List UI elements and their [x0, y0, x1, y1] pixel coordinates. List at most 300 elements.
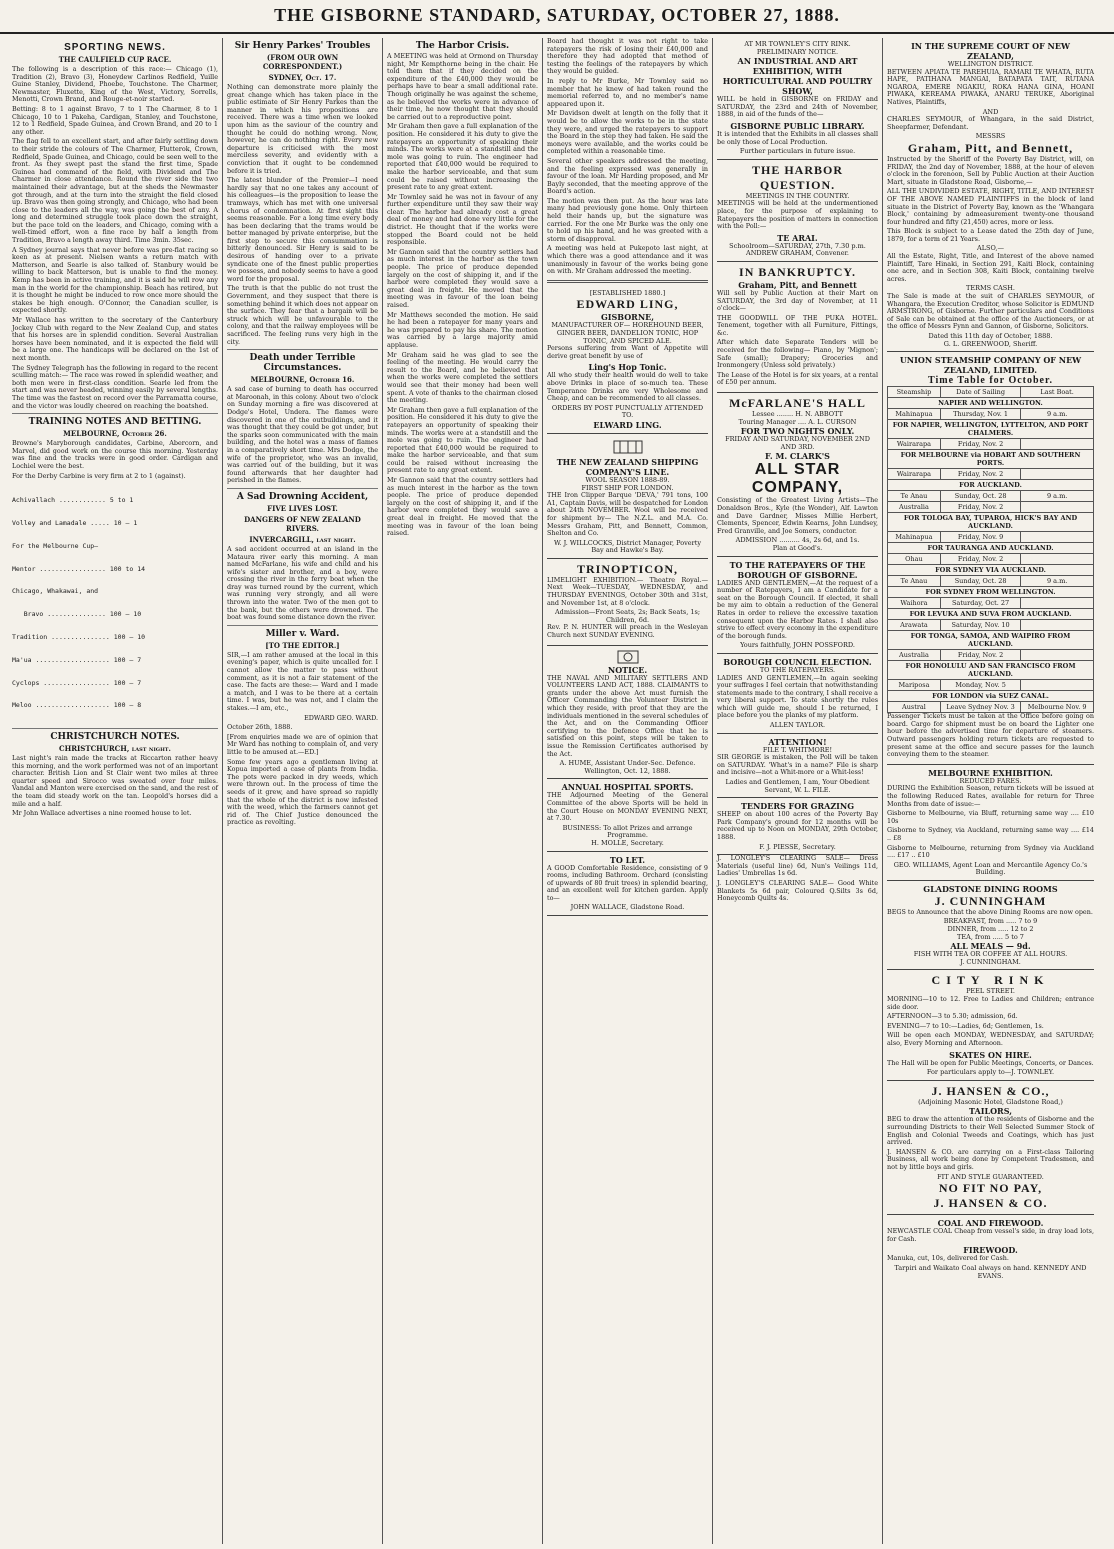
para-4: The Sydney Telegraph has the following in regard to the recent sculling match:— The race was rowed in splendid weather, and both men were in first-class condition. Searle led from the start and was never headed, winning easily by several lengths. The time was the fastest on record over the Parramatta course, and the victor was loudly cheered on reaching the boatshed.	[12, 363, 218, 410]
supreme-court-ad	[887, 38, 1094, 352]
sports-text: THE Adjourned Meeting of the General Committee of the above Sports will be held in the Court House on MONDAY EVENING NEXT, at 7.30.	[547, 791, 708, 823]
notice-text: THE NAVAL AND MILITARY SETTLERS AND VOLUNTEERS LAND ACT, 1888. CLAIMANTS to grants under the above Act must furnish the Officer Commanding the Volunteer District in which they reside, with proof that they are the individuals mentioned in the several schedules of the Act, and on the Commanding Officer certifying to the Defence Office that he is satisfied on this point, steps will be taken to issue the Remission Certificates authorised by the Act.	[547, 673, 708, 758]
election-ad	[717, 654, 878, 734]
table-cell: Arawata	[888, 620, 941, 631]
th-boat: Last Boat.	[1021, 387, 1094, 398]
table-cell	[1021, 554, 1094, 565]
usc-name: UNION STEAMSHIP COMPANY OF NEW ZEALAND, LIMITED.	[899, 355, 1082, 376]
route-heading: FOR SYDNEY FROM WELLINGTON.	[888, 587, 1094, 598]
table-cell: Melbourne Nov. 9	[1021, 702, 1094, 713]
gd-name: J. CUNNINGHAM	[934, 893, 1047, 908]
hansen-ad	[887, 1081, 1094, 1215]
newspaper-columns	[8, 38, 1108, 1544]
training-text: Browne's Maryborough candidates, Carbine, Abercorn, and Marvel, did good work on the course this morning. Yesterday was fine and the tracks were in good order. Cardigan and Lochiel were the best.	[12, 439, 218, 470]
th-date: Date of Sailing	[940, 387, 1020, 398]
route-heading: FOR NAPIER, WELLINGTON, LYTTELTON, AND PORT CHALMERS.	[888, 420, 1094, 439]
messrs: MESSRS	[975, 132, 1006, 141]
let-title: TO LET.	[609, 854, 646, 865]
sale-text: The Sale is made at the suit of CHARLES SEYMOUR, of Whangara, the Execution Creditor, whose Solicitor is EDMUND ARMSTRONG, of Gisborne. Further particulars and Conditions of Sale can be obtained at the office of the Auctioneers, or at the office of Messrs Fynn and Gannon, of Gisborne, Solicitors.	[887, 292, 1094, 331]
edward-est: [ESTABLISHED 1880.]	[589, 288, 666, 297]
edward-more: All who study their health would do well to take above Drinks in place of so-much tea. These Temperance Drinks are very Wholesome and Cheap, and can be recommended to all classes.	[547, 371, 708, 403]
table-row	[888, 702, 1094, 713]
melb-title: MELBOURNE EXHIBITION.	[928, 767, 1053, 778]
mcf-co: F. M. CLARK'S	[765, 451, 830, 462]
para-3: Mr Wallace has written to the secretary of the Canterbury Jockey Club with regard to the New Zealand Cup, and states that his horses are in splendid condition. Several Australian horses have been nominated, and it is expected the field will be a large one. The handicaps will be declared on the 1st of next month.	[12, 316, 218, 362]
cup-intro: The following is a description of this race:— Chicago (1), Tradition (2), Bravo (3), Honeydew Carlinos Redfield, Yuille Guine Stanley, Dividend, Phoebe, Touchstone. The Charmer, Newmaster, Fluxette, King of the West, Victory, Sorrells, Menotti, Crown Brand, and Rouge-et-noir started.	[12, 65, 218, 104]
ship-icon	[610, 439, 646, 455]
cup-report: The flag fell to an excellent start, and after fairly settling down to their stride the colours of The Charmer, Flutterok, Crown, Redfield, Spade Guinea, and Chicago, could be seen well to the front. As they swept past the stand the first time, Spade Guinea had command of the field, with Dividend and The Charmer in close attendance. Round the river side the two maintained their advantage, but at the sheds the Newmaster got through, and at the turn into the straight the field closed up. Bravo was then going strongly, and Chicago, who had been close to the leaders all the way, was going the best of any. A long and determined struggle took place down the straight, but the pace told on the leaders, and Chicago, coming with a well-timed effort, won a fine race by half a length from Tradition, Bravo a length away third. Time 3min. 35sec.	[12, 137, 218, 245]
trin-rev: Rev. P. N. HUNTER will preach in the Wesleyan Church next SUNDAY EVENING.	[547, 623, 708, 640]
table-cell: 9 a.m.	[1021, 491, 1094, 502]
usc-timetable-title: Time Table for October.	[927, 375, 1054, 387]
bet-line: Ma'ua ................... 100 — 7	[12, 655, 142, 664]
trin-title: TRINOPTICON,	[576, 561, 678, 576]
union-steamship-ad	[887, 352, 1094, 765]
column-2	[223, 38, 383, 1544]
route-heading: FOR LONDON via SUEZ CANAL.	[888, 691, 1094, 702]
harbor-q-text: MEETINGS will be held at the undermentioned place, for the purpose of explaining to Ratepayers the position of matters in connection with the Poll:—	[717, 199, 878, 231]
rink-aft: AFTERNOON—3 to 5.30; admission, 6d.	[887, 1012, 1018, 1021]
attention-ad	[717, 734, 878, 799]
mcf-nights: FOR TWO NIGHTS ONLY.	[740, 426, 855, 437]
harbor-text-6: Mr Graham said he was glad to see the feeling of the meeting. He would carry the result to the Board, and he believed that when the works were completed the settlers would see that their money had been well spent. A vote of thanks to the chairman closed the meeting.	[387, 350, 538, 405]
trinopticon-ad	[547, 559, 708, 646]
prelim-notice: PRELIMINARY NOTICE.	[756, 47, 839, 56]
edward-tonic: Ling's Hop Tonic.	[588, 362, 667, 373]
table-cell: 9 a.m.	[1021, 576, 1094, 587]
bankruptcy-ad	[717, 262, 878, 393]
miller-date: October 26th, 1888.	[227, 723, 293, 732]
harbor-text-3: Mr Townley said he was not in favour of any further expenditure until they saw their way clear. The harbor had already cost a great deal of money and had done very little for the district. He thought that if the works were stopped the Board could not be held responsible.	[387, 192, 538, 247]
court-dist: WELLINGTON DISTRICT.	[947, 60, 1034, 68]
mcf-lessee: Lessee ........ H. N. ABBOTT	[752, 410, 843, 419]
towley-ad: AT MR TOWNLEY'S CITY RINK.	[744, 40, 851, 48]
table-cell: Wairarapa	[888, 469, 941, 480]
mcf-star: ALL STAR COMPANY,	[751, 461, 844, 497]
sports-sign: H. MOLLE, Secretary.	[591, 838, 664, 847]
terms: TERMS CASH.	[965, 284, 1015, 293]
rink-note: Will be open each MONDAY, WEDNESDAY, and SATURDAY; also, Every Morning and Afternoon.	[887, 1031, 1094, 1047]
estate-text: ALL THE UNDIVIDED ESTATE, RIGHT, TITLE, AND INTEREST OF THE ABOVE NAMED PLAINTIFFS in the block of land situate in the District of Poverty Bay, known as the 'Whangara Block,' containing by admeasurement twenty-one thousand four hundred and fifty (21,450) acres, more or less.	[887, 187, 1094, 226]
col1-footer: Mr John Wallace advertises a nine roomed house to let.	[12, 809, 192, 818]
table-cell: Friday, Nov. 2	[940, 469, 1020, 480]
chch-dateline: CHRISTCHURCH, last night.	[59, 744, 171, 754]
bet-list	[12, 482, 218, 725]
table-row	[888, 398, 1094, 409]
divider	[12, 728, 218, 729]
harbor-text-1-cont: Mr Graham then gave a full explanation of the position. He considered it his duty to give the ratepayers an opportunity of speaking their minds. The works were at a standstill and the mole was going to ruin. The engineer had reported that £40,000 would be required to make the harbor serviceable, and that sum could be raised without increasing the present rate to any great extent.	[387, 405, 538, 475]
col4-text-5: The motion was then put. As the hour was late many had previously gone home. Only thirteen held their hands up, but the signature was carried. For the one Mr Burke was the only one to hold up his hand, and he was greeted with a storm of disapproval.	[547, 196, 708, 243]
route-heading: FOR MELBOURNE via HOBART AND SOUTHERN PORTS.	[888, 450, 1094, 469]
column-5	[713, 38, 883, 1544]
table-row	[888, 480, 1094, 491]
jh-title: J. HANSEN & CO.,	[931, 1083, 1050, 1098]
table-row	[888, 631, 1094, 650]
court-and: AND	[982, 107, 999, 116]
rink-eve: EVENING—7 to 10:—Ladies, 6d; Gentlemen, 1s.	[887, 1021, 1044, 1030]
route-heading: FOR TAURANGA AND AUCKLAND.	[888, 543, 1094, 554]
drown-text: A sad accident occurred at an island in the Mataura river early this morning. A man named McFarlane, his wife and child and his wife's sister and brother, and a boy, were crossing the river in the ferry boat when the dray was turned round by the current, which was running very strongly, and all were thrown into the water. Two of the men got to the bank, but the others were drowned. The boat was found some distance down the river.	[227, 544, 378, 622]
elect-sign: ALLEN TAYLOR.	[769, 721, 826, 730]
column-3	[383, 38, 543, 1544]
miller-title: Miller v. Ward.	[265, 628, 340, 639]
court-def: CHARLES SEYMOUR, of Whangara, in the said District, Sheepfarmer, Defendant.	[887, 115, 1094, 131]
harbor-time: Schoolroom—SATURDAY, 27th, 7.30 p.m.	[729, 241, 866, 250]
bet-line: Meloo ................... 100 — 8	[12, 701, 142, 710]
timetable	[887, 386, 1094, 713]
attn-text: SIR GEORGE is mistaken, the Poll will be taken on SATURDAY. 'What's in a name?' File is sharp and incisive—not a Whit-more or a Whit-less!	[717, 753, 878, 777]
court-title: IN THE SUPREME COURT OF NEW ZEALAND,	[911, 41, 1070, 61]
rink-hall: The Hall will be open for Public Meetings, Concerts, or Dances.	[887, 1058, 1094, 1067]
attn-title: ATTENTION!	[768, 736, 827, 747]
table-cell: Mahinapua	[888, 409, 941, 420]
col4-text-3: Mr Davidson dwelt at length on the folly that it would be to allow the works to be in the state they were, and urged the ratepayers to support the Board in the step they had taken. He said the moneys were available, and the works could be completed within a reasonable time.	[547, 109, 708, 156]
death-title: Death under Terrible Circumstances.	[249, 353, 356, 374]
table-cell: Sunday, Oct. 28	[940, 576, 1020, 587]
betting-intro: For the Derby Carbine is very firm at 2 to 1 (against).	[12, 471, 186, 480]
route-heading: FOR SYDNEY VIA AUCKLAND.	[888, 565, 1094, 576]
court-text: BETWEEN APIATA TE PAREHUIA, RAMARI TE WHATA, RUTA HAPE, PATIHANA MANGAI, BATAPATA TAIT, RUTANA NGAROA, EMERE NGAKIU, ROKA HANA GINA, HOANI PIWAKA, KEREAMA PIWAKA, ANARU TERUKE, Aboriginal Natives, Plaintiffs,	[887, 67, 1094, 106]
route-heading: FOR TONGA, SAMOA, AND WAIPIRO FROM AUCKLAND.	[888, 631, 1094, 650]
notice-ad	[547, 646, 708, 780]
rink-skates: SKATES ON HIRE.	[949, 1049, 1032, 1060]
table-row	[888, 554, 1094, 565]
harbor-text-4: Mr Gannon said that the country settlers had as much interest in the harbor as the town people. The price of produce depended largely on the cost of shipping it, and if the harbor were completed they would save a great deal in freight. He moved that the meeting was in favour of the loan being raised.	[387, 247, 538, 309]
bank-firm: Graham, Pitt, and Bennett	[738, 279, 857, 290]
notice-title: NOTICE.	[607, 664, 648, 675]
city-rink-ad	[887, 970, 1094, 1080]
table-row	[888, 565, 1094, 576]
route-heading: NAPIER AND WELLINGTON.	[888, 398, 1094, 409]
exhibit-title: AN INDUSTRIAL AND ART EXHIBITION, WITH HORTICULTURAL AND POULTRY SHOW,	[722, 56, 873, 97]
to-let-ad	[547, 852, 708, 917]
training-dateline: MELBOURNE, October 26.	[63, 429, 167, 439]
chch-title: CHRISTCHURCH NOTES.	[50, 732, 180, 743]
table-row	[888, 420, 1094, 439]
harbor-sign: ANDREW GRAHAM, Convener.	[746, 249, 849, 258]
sale-date: Dated this 11th day of October, 1888.	[928, 332, 1053, 340]
fire-text: Manuka, cut, 10s, delivered for Cash.	[887, 1254, 1009, 1263]
sports-business: BUSINESS: To allot Prizes and arrange Programme.	[562, 823, 693, 840]
divider	[227, 625, 378, 626]
melb-fare-2: Gisborne to Sydney, via Auckland, returning same way .... £14 .. £8	[887, 826, 1094, 842]
fire-title: FIREWOOD.	[963, 1245, 1018, 1256]
table-cell	[1021, 469, 1094, 480]
ship-title: THE NEW ZEALAND SHIPPING COMPANY'S LINE.	[556, 456, 699, 477]
parkes-text-1: Nothing can demonstrate more plainly the great change which has taken place in the public estimate of Sir Henry Parkes than the manner in which his propositions are received. There was a time when we looked upon him as the saviour of the country and thought he could do nothing wrong. Now, however, he can do nothing right. Every new departure is criticised with the most merciless severity, and evidently with a conviction that it ought to be condemned before it is tried.	[227, 83, 378, 175]
table-cell: Friday, Nov. 2	[940, 502, 1020, 513]
table-row	[888, 543, 1094, 554]
table-cell	[1021, 680, 1094, 691]
table-cell: Friday, Nov. 9	[940, 532, 1020, 543]
bet-line: Volley and Lamadale ..... 10 — 1	[12, 519, 138, 528]
bet-line: For the Melbourne Cup—	[12, 541, 99, 550]
ship-ad	[547, 434, 708, 559]
attn-name: FILE T. WHITMORE!	[762, 745, 833, 754]
trin-admit: Admission—Front Seats, 2s; Back Seats, 1s; Children, 6d.	[554, 608, 701, 624]
col4-text-2: In reply to Mr Burke, Mr Townley said no member that he knew of had taken round the memorial referred to, and no member's name appeared upon it.	[547, 76, 708, 108]
let-sign: JOHN WALLACE, Gladstone Road.	[570, 903, 685, 912]
drown-title: A Sad Drowning Accident,	[236, 491, 369, 502]
fire-sign: Tarpiri and Waikato Coal always on hand. KENNEDY AND EVANS.	[894, 1263, 1087, 1280]
exhibit-more: Further particulars in future issue.	[739, 147, 856, 156]
exhibit-note: It is intended that the Exhibits in all classes shall be only those of Local Production.	[717, 129, 878, 146]
jh-trade: TAILORS,	[969, 1106, 1012, 1117]
exhibit-text: WILL be held in GISBORNE on FRIDAY and SATURDAY, the 23rd and 24th of November, 1888, in aid of the funds of the—	[717, 95, 878, 119]
gd-meal: TEA, from ..... 5 to 7	[957, 932, 1024, 941]
table-row	[888, 691, 1094, 702]
bet-line: Mentor ................. 100 to 14	[12, 564, 146, 573]
mcf-admit: ADMISSION .......... 4s, 2s 6d, and 1s.	[735, 536, 860, 545]
rink-morn: MORNING—10 to 12. Free to Ladies and Children; entrance side door.	[887, 995, 1094, 1011]
th-steamship: Steamship	[888, 387, 941, 398]
table-cell: Friday, Nov. 2	[940, 439, 1020, 450]
table-cell: Monday, Nov. 5	[940, 680, 1020, 691]
ship-text: THE Iron Clipper Barque 'DEVA,' 791 tons, 100 A1, Captain Davis, will be despatched for London about 24th NOVEMBER. Wool will be received for shipment by— The N.Z.L. and M.A. Co. Messrs Graham, Pitt, and Bennett, Common, Shelton and Co.	[547, 491, 708, 538]
bank-more: After which date Separate Tenders will be received for the following— Piano, by 'Mignon'; Safe (small); Drapery; Groceries and Ironmongery (Unless sold privately.)	[717, 338, 878, 370]
route-heading: FOR LEVUKA AND SUVA FROM AUCKLAND.	[888, 609, 1094, 620]
melb-text: DURING the Exhibition Season, return tickets will be issued at the following Reduced Rates, available for return for Three Months from date of issue:—	[887, 784, 1094, 808]
drown-sub-2: DANGERS OF NEW ZEALAND RIVERS.	[244, 514, 361, 533]
jh-nofit: NO FIT NO PAY,	[938, 1181, 1043, 1196]
rate-text: LADIES AND GENTLEMEN,—At the request of a number of Ratepayers, I am a Candidate for a seat on the Borough Council. If elected, it shall be my aim to obtain a reduction of the General Rates in order to relieve the excessive taxation consequent upon the Harbor Rates. I shall also strive to effect every economy in the expenditure of the borough funds.	[717, 578, 878, 640]
rink-st: PEEL STREET.	[966, 987, 1015, 996]
rate-sign: Yours faithfully, JOHN POSSFORD.	[740, 641, 855, 650]
divider	[12, 413, 218, 414]
jh-text: BEG to draw the attention of the residents of Gisborne and the surrounding Districts to their Well Selected Summer Stock of English and Colonial Tweeds and Coatings, which has just arrived.	[887, 1115, 1094, 1147]
table-cell: Australia	[888, 502, 941, 513]
table-cell: Friday, Nov. 2	[940, 650, 1020, 661]
death-text: A sad case of burning to death has occurred at Maroonah, in this colony. About two o'clock on Sunday morning a fire was discovered at Dodge's Hotel, Undera. The flames were discovered in one of the outbuildings, and it was thought that they could be got under, but the sparks soon communicated with the main building, and the hotel was a mass of flames in a comparatively short time. Mrs Dodge, the wife of the proprietor, who was an invalid, was carried out of the building, but it was found afterwards that her daughter had perished in the flames.	[227, 385, 378, 485]
table-cell: Mariposa	[888, 680, 941, 691]
miller-sign: EDWARD GEO. WARD.	[304, 713, 378, 722]
column-4	[543, 38, 713, 1544]
table-cell: Wairarapa	[888, 439, 941, 450]
bet-line: Tradition ............... 100 — 10	[12, 632, 146, 641]
trin-text: LIMELIGHT EXHIBITION.— Theatre Royal.—Next Week—TUESDAY, WEDNESDAY, and THURSDAY EVENINGS, October 30th and 31st, and November 1st, at 8 o'clock.	[547, 575, 708, 607]
edward-footer: ORDERS BY POST PUNCTUALLY ATTENDED TO.	[551, 403, 704, 420]
table-cell	[1021, 439, 1094, 450]
table-row	[888, 576, 1094, 587]
training-title: TRAINING NOTES AND BETTING.	[28, 417, 202, 428]
table-cell: Saturday, Oct. 27	[940, 598, 1020, 609]
col4-text-6: A meeting was held at Pukepoto last night, at which there was a good attendance and it was unanimously in favour of the works being gone on with. Mr Graham addressed the meeting.	[547, 244, 708, 276]
melbourne-exhibition-ad	[887, 765, 1094, 881]
elect-title: BOROUGH COUNCIL ELECTION.	[723, 656, 872, 667]
divider	[227, 488, 378, 489]
table-row	[888, 661, 1094, 680]
table-cell: Thursday, Nov. 1	[940, 409, 1020, 420]
mcf-title: McFARLANE'S HALL	[729, 396, 866, 411]
bank-lease: The Lease of the Hotel is for six years, at a rental of £50 per annum.	[717, 370, 878, 387]
ratepayers-ad	[717, 557, 878, 654]
table-cell: Waihora	[888, 598, 941, 609]
drown-sub: FIVE LIVES LOST.	[267, 503, 338, 513]
harbor-question-ad	[717, 160, 878, 262]
coal-ad	[887, 1215, 1094, 1283]
edward-text: Persons suffering from Want of Appetite will derive great benefit by use of	[547, 344, 708, 360]
gd-fish: FISH WITH TEA OR COFFEE AT ALL HOURS.	[913, 950, 1068, 959]
sports-title: ANNUAL HOSPITAL SPORTS.	[561, 782, 694, 793]
route-heading: FOR AUCKLAND.	[888, 480, 1094, 491]
table-cell: Austral	[888, 702, 941, 713]
cup-betting: Betting: 8 to 1 against Bravo, 7 to 1 The Charmer, 8 to 1 Chicago, 10 to 1 Pakeha, Cardigan, Stanley, and Touchstone, 12 to 1 Redfield, Spade Guinea, and Crown Brand, and 20 to 1 any other.	[12, 104, 218, 136]
melb-fare-3: Gisborne to Melbourne, returning from Sydney via Auckland .... £17 .. £10	[887, 843, 1094, 860]
table-row	[888, 491, 1094, 502]
death-dateline: MELBOURNE, October 16.	[250, 375, 355, 385]
table-cell: Australia	[888, 650, 941, 661]
coal-title: COAL AND FIREWOOD.	[937, 1218, 1044, 1229]
harbor-text-5: Mr Matthews seconded the motion. He said he had been a ratepayer for many years and he was prepared to pay his share. The motion was carried by a large majority amid applause.	[387, 310, 538, 349]
bet-line: Cyclops ................. 100 — 7	[12, 678, 142, 687]
exhibition-ad	[717, 38, 878, 160]
jh-text-2: J. HANSEN & CO. are carrying on a First-class Tailoring Business, all work being done by Competent Tradesmen, and not by little boys and girls.	[887, 1147, 1094, 1171]
gd-all: ALL MEALS — 9d.	[950, 941, 1031, 952]
table-cell	[1021, 598, 1094, 609]
exhibit-lib: GISBORNE PUBLIC LIBRARY.	[730, 120, 865, 131]
harbor-text-1: A MEETING was held at Ormond on Thursday night, Mr Kempthorne being in the chair. He told them that if they decided on the expenditure of the £40,000 they would be perhaps have to bear a small additional rate. Though originally he was against the scheme, as he believed the works were in advance of their time, he now thought that they should be carried out to a reproductive point.	[387, 52, 538, 121]
table-cell	[1021, 650, 1094, 661]
column-1	[8, 38, 223, 1544]
gladstone-dining-ad	[887, 881, 1094, 971]
elect-to: TO THE RATEPAYERS.	[759, 665, 836, 674]
parkes-title: Sir Henry Parkes' Troubles	[234, 41, 371, 51]
miller-note: [From enquiries made we are of opinion that Mr Ward has nothing to complain of, and very little to be amused at.—ED.]	[227, 732, 378, 756]
rink-title: CITY RINK	[931, 973, 1050, 988]
table-header-row	[888, 387, 1094, 398]
usc-notes: Passenger Tickets must be taken at the Office before going on board. Cargo for shipment must be on board the Lighter one hour before the advertised time for departure of steamers. Outward passengers holding return tickets are requested to present same at the office and secure passes for the launch conveying them to the steamer.	[887, 712, 1094, 759]
table-row	[888, 598, 1094, 609]
also-text: All the Estate, Right, Title, and Interest of the above named Plaintiff, Tare Hinaki, in Section 291, Kaiti Block, containing one acre, and in Section 308, Kaiti Block, containing twelve acres.	[887, 252, 1094, 283]
let-text: A GOOD Comfortable Residence, consisting of 9 rooms, including Bathroom. Orchard (consisting of upwards of 80 fruit trees) in splendid bearing, and an excellent well for kitchen garden. Apply to—	[547, 863, 708, 902]
table-cell	[1021, 502, 1094, 513]
harbor-text-3-cont: Mr Gannon said that the country settlers had as much interest in the harbor as the town people. The price of produce depended largely on the cost of shipping it, and if the harbor were completed they would save a great deal in freight. He moved that the meeting was in favour of the loan being raised.	[387, 476, 538, 538]
divider	[227, 349, 378, 350]
harbor-text-2: Mr Graham then gave a full explanation of the position. He considered it his duty to give the ratepayers an opportunity of speaking their minds. The works were at a standstill and the mole was going to ruin. The engineer had reported that £40,000 would be required to make the harbor serviceable, and that sum could be raised without increasing the present rate to any great extent.	[387, 122, 538, 192]
crest-icon	[617, 650, 639, 664]
table-row	[888, 513, 1094, 532]
bank-goods: THE GOODWILL OF THE PUKA HOTEL. Tenement, together with all Furniture, Fittings, &c.	[717, 313, 878, 337]
sporting-title: SPORTING NEWS.	[64, 42, 166, 53]
edward-place: GISBORNE,	[600, 312, 655, 323]
edward-ling-ad	[547, 287, 708, 434]
harbor-meet: MEETINGS IN THE COUNTRY.	[745, 191, 850, 200]
elect-text: LADIES AND GENTLEMEN,—In again seeking your suffrages I feel certain that notwithstanding statements made to the contrary, I shall receive a very liberal support. To state shortly the rules which will guide me, should I be returned, I place before you the planks of my platform.	[717, 673, 878, 720]
parkes-text-2: The latest blunder of the Premier—I need hardly say that no one takes any account of his colleagues—is the proposition to lease the tramways, which has met with one universal chorus of condemnation. At first sight this seems reasonable. For a long time every body has been declaring that the trams would be better managed by private enterprise, but the first step to secure this consummation is bitterly denounced. Sir Henry is said to be desirous of handing over to a private syndicate one of the finest public properties we possess, and nobody seems to have a good word for the proposal.	[227, 176, 378, 283]
table-row	[888, 650, 1094, 661]
col4-text-4: Several other speakers addressed the meeting, and the feeling expressed was generally in favour of the loan. Mr Harding proposed, and Mr Bayly seconded, that the meeting approve of the Board's action.	[547, 156, 708, 196]
gd-meal: DINNER, from ..... 12 to 2	[947, 925, 1034, 934]
gd-title: GLADSTONE DINING ROOMS	[923, 883, 1058, 894]
table-row	[888, 450, 1094, 469]
estate-lease: This Block is subject to a Lease dated the 25th day of June, 1879, for a term of 21 Years.	[887, 227, 1094, 243]
melb-sub: REDUCED FARES.	[959, 776, 1022, 785]
parkes-text-3: The truth is that the public do not trust the Government, and they suspect that there is something behind it which does not appear on the surface. They fear that a bargain will be struck which will be unfavourable to the colony, and that the railway employees will be sacrificed. The feeling runs very high in the city.	[227, 284, 378, 346]
parkes-dateline: SYDNEY, Oct. 17.	[268, 73, 337, 82]
table-row	[888, 439, 1094, 450]
bank-text: Will sell by Public Auction at their Mart on SATURDAY, the 3rd day of November, at 11 o'clock—	[717, 288, 878, 313]
table-row	[888, 502, 1094, 513]
mcf-plan: Plan at Good's.	[772, 543, 823, 552]
parkes-sub: (FROM OUR OWN CORRESPONDENT.)	[262, 53, 343, 71]
table-cell: Friday, Nov. 2	[940, 554, 1020, 565]
table-cell: Leave Sydney Nov. 3	[940, 702, 1020, 713]
mcf-mgr: Touring Manager .... A. L. CURSON	[738, 417, 857, 426]
table-cell: Mahinapua	[888, 532, 941, 543]
attn-sign: Ladies and Gentlemen, I am, Your Obedient Servant, W. L. FILE.	[725, 778, 870, 794]
timetable-body	[888, 398, 1094, 713]
edward-name: EDWARD LING,	[576, 297, 679, 312]
table-cell: Te Anau	[888, 491, 941, 502]
para-2: A Sydney journal says that never before was pre-flat racing so keen as at present. Nielsen wants a return match with Matterson, and Searle is also talked of. Stanbury would be willing to back Matterson, but is unable to find the money. Kemp has been in active training, and it is said he will row any man in the world for the championship. Beach has retired, but it is thought he might be induced to row once more should the stakes be high enough. O'Connor, the Canadian sculler, is expected shortly.	[12, 245, 218, 315]
bet-line: Bravo ............... 100 — 10	[12, 610, 142, 619]
bet-line: Chicago, Whakawai, and	[12, 587, 99, 596]
chch-text: Last night's rain made the tracks at Riccarton rather heavy this morning, and the work performed was not of an important character. British Lion and St Clair went two miles at three quarter speed and Sirocco was sweated over four miles. Vandal and Manton were exercised on the sand, and the rest of the team did steady work on the tan. Leopold's horses did a mile and a half.	[12, 754, 218, 808]
table-row	[888, 532, 1094, 543]
table-row	[888, 609, 1094, 620]
table-cell: Saturday, Nov. 10	[940, 620, 1020, 631]
table-cell: Te Anau	[888, 576, 941, 587]
table-cell: 9 a.m.	[1021, 409, 1094, 420]
graze-sign: F. J. PIESSE, Secretary.	[759, 842, 836, 851]
grazing-ad	[717, 798, 878, 855]
rate-title: TO THE RATEPAYERS OF THE BOROUGH OF GISBORNE.	[729, 559, 866, 580]
coal-text: NEWCASTLE COAL Cheap from vessel's side, in dray load lots, for Cash.	[887, 1227, 1094, 1243]
jh-sign: J. HANSEN & CO.	[933, 1196, 1048, 1211]
divider	[547, 280, 708, 283]
table-row	[888, 409, 1094, 420]
col4-text-1: Board had thought it was not right to take ratepayers the risk of losing their £40,000 and therefore they had adopted that method of testing the feelings of the ratepayers by which they would be guided.	[547, 38, 708, 76]
table-row	[888, 587, 1094, 598]
gpb-text: Instructed by the Sheriff of the Poverty Bay District, will, on FRIDAY, the 2nd day of November, 1888, at the hour of eleven o'clock in the forenoon, Sell by Public Auction at their Auction Mart, situate in Gladstone Road, Gisborne,—	[887, 154, 1094, 186]
jh-addr: (Adjoining Masonic Hotel, Gladstone Road,)	[918, 1097, 1063, 1106]
cup-race-heading: THE CAULFIELD CUP RACE.	[58, 55, 172, 64]
col2-last-text: Some few years ago a gentleman living at Kopua imported a case of plants from India. The pots were packed in dry weeds, which were thrown out. In the process of time the seeds of it grew, and have spread so rapidly that the whole of the district is now infested with the weed, which the farmers cannot get rid of. The Chief Justice denounced the practice as revolting.	[227, 757, 378, 827]
edward-desc: MANUFACTURER OF— HOREHOUND BEER, GINGER BEER, DANDELION TONIC, HOP TONIC, AND SPICED ALE.	[551, 321, 704, 345]
melb-sign: GEO. WILLIAMS, Agent Loan and Mercantile Agency Co.'s Building.	[893, 860, 1088, 877]
drown-dateline: INVERCARGILL, last night.	[249, 534, 356, 544]
ship-season: WOOL SEASON 1888-89.	[585, 475, 670, 484]
table-cell	[1021, 620, 1094, 631]
notice-sign: A. HUME, Assistant Under-Sec. Defence. Wellington, Oct. 12, 1888.	[559, 759, 696, 775]
gd-sign: J. CUNNINGHAM.	[960, 957, 1021, 966]
sale-sign: G. L. GREENWOOD, Sheriff.	[943, 339, 1038, 348]
edward-sign: ELWARD LING.	[593, 419, 662, 430]
mcf-dates: FRIDAY AND SATURDAY, NOVEMBER 2ND AND 3RD.	[725, 435, 870, 451]
mcf-text: Consisting of the Greatest Living Artists—The Donaldson Bros., Kyle (the Wonder), Alf. Lawton and Dave Gardner, Misses Millie Herbert, Clements, Spencer, Edwin Kearns, John Lundsey, Fred Granville, and Joe Somers, conductor.	[717, 496, 878, 535]
table-cell: Ohau	[888, 554, 941, 565]
harbor-q-title: THE HARBOR QUESTION.	[751, 162, 843, 192]
gd-meal: BREAKFAST, from ..... 7 to 9	[943, 917, 1038, 926]
graze-title: TENDERS FOR GRAZING	[740, 801, 855, 812]
ship-sub: FIRST SHIP FOR LONDON.	[581, 483, 674, 492]
gd-text: BEGS to Announce that the above Dining Rooms are now open.	[887, 907, 1093, 916]
rink-sign: For particulars apply to—J. TOWNLEY.	[926, 1068, 1055, 1077]
table-cell: Sunday, Oct. 28	[940, 491, 1020, 502]
gpb-name: Graham, Pitt, and Bennett,	[907, 140, 1074, 155]
also: ALSO,—	[977, 244, 1004, 253]
sports-ad	[547, 779, 708, 851]
route-heading: FOR TOLOGA BAY, TUPAROA, HICK'S BAY AND AUCKLAND.	[888, 513, 1094, 532]
bank-title: IN BANKRUPTCY.	[739, 264, 856, 279]
table-cell	[1021, 532, 1094, 543]
longley-2: J. LONGLEY'S CLEARING SALE— Good White Blankets 5s 6d pair, Coloured Q.Silts 3s 6d, Honeycomb Quilts 4s.	[717, 878, 878, 903]
table-row	[888, 680, 1094, 691]
ship-sign: W. J. WILLCOCKS, District Manager, Poverty Bay and Hawke's Bay.	[553, 538, 702, 555]
miller-sub: [TO THE EDITOR.]	[265, 640, 340, 650]
table-row	[888, 469, 1094, 480]
bet-line: Achivallach ............ 5 to 1	[12, 496, 134, 505]
